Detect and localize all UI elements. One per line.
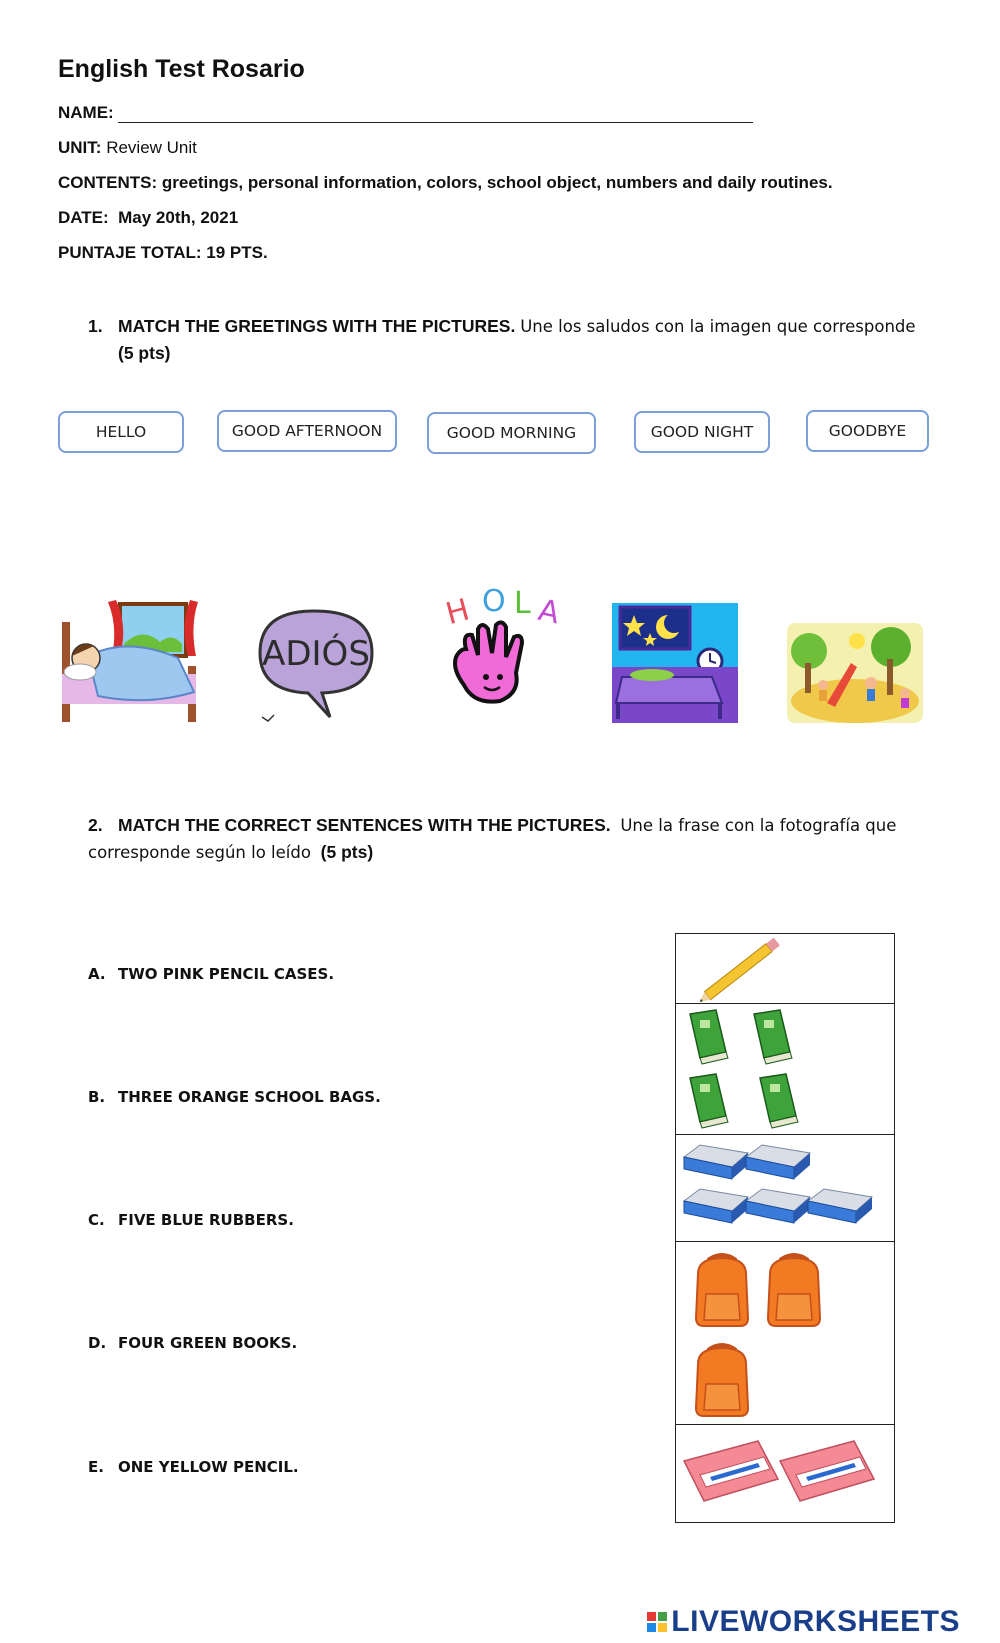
- worksheet-title: English Test Rosario: [58, 55, 305, 83]
- green-book-icon: [690, 1074, 728, 1128]
- q2-number: 2.: [88, 815, 103, 835]
- sentence-a: [88, 965, 334, 983]
- logo-squares-icon: [647, 1612, 667, 1632]
- unit-line: [58, 138, 197, 158]
- sentence-c: [88, 1211, 294, 1229]
- pink-pencil-cases-picture: [682, 1429, 882, 1513]
- sentence-b-letter: B.: [88, 1088, 106, 1106]
- sentence-a-letter: A.: [88, 965, 106, 983]
- sleeping-child-picture: [58, 596, 198, 726]
- contents-label: CONTENTS:: [58, 173, 158, 192]
- greeting-box-good-afternoon[interactable]: GOOD AFTERNOON: [217, 410, 397, 452]
- sentence-b: [88, 1088, 381, 1106]
- unit-value: Review Unit: [106, 138, 197, 157]
- grid-cell-pencil-cases[interactable]: [676, 1425, 894, 1521]
- hola-letter-a: A: [535, 592, 563, 632]
- sentence-d-text: FOUR GREEN BOOKS.: [118, 1334, 298, 1352]
- name-line: [58, 103, 753, 123]
- contents-line: [58, 173, 833, 193]
- orange-bag-icon: [768, 1255, 820, 1326]
- q2-instruction: Une la frase con la fotografía que corresponde según lo leído: [88, 816, 897, 862]
- pink-pencil-case-icon: [684, 1441, 778, 1501]
- question-2: [88, 812, 948, 866]
- brand-text: LIVEWORKSHEETS: [671, 1605, 960, 1638]
- blue-rubbers-picture: [682, 1139, 877, 1239]
- sentence-c-text: FIVE BLUE RUBBERS.: [118, 1211, 294, 1229]
- adios-speech-bubble-picture: [252, 605, 382, 723]
- question-1: [88, 313, 948, 367]
- greeting-box-goodbye[interactable]: GOODBYE: [806, 410, 929, 452]
- q2-points: (5 pts): [320, 842, 374, 862]
- orange-bag-icon: [696, 1255, 748, 1326]
- sentence-e-letter: E.: [88, 1458, 104, 1476]
- sentence-e: [88, 1458, 299, 1476]
- date-label: DATE:: [58, 208, 109, 227]
- pink-pencil-case-icon: [780, 1441, 874, 1501]
- score-label: PUNTAJE TOTAL:: [58, 243, 202, 262]
- score-line: [58, 243, 268, 263]
- blue-rubber-icon: [684, 1145, 748, 1179]
- orange-bag-icon: [696, 1345, 748, 1416]
- pictures-grid: [675, 933, 895, 1523]
- date-value: May 20th, 2021: [118, 208, 239, 227]
- greeting-box-good-night[interactable]: GOOD NIGHT: [634, 411, 770, 453]
- logo-square-blue: [647, 1623, 656, 1632]
- sentence-d: [88, 1334, 297, 1352]
- contents-value: greetings, personal information, colors, school object, numbers and daily routines.: [161, 173, 833, 192]
- night-bedroom-picture: [612, 603, 738, 723]
- liveworksheets-logo: [647, 1605, 960, 1639]
- unit-label: UNIT:: [58, 138, 102, 157]
- score-value: 19 PTS.: [206, 243, 268, 262]
- green-book-icon: [690, 1010, 728, 1064]
- name-blank: [118, 106, 753, 123]
- grid-cell-books[interactable]: [676, 1004, 894, 1135]
- grid-cell-bags[interactable]: [676, 1242, 894, 1425]
- green-books-picture: [682, 1006, 812, 1134]
- yellow-pencil-picture: [688, 934, 798, 1002]
- hola-letter-l: L: [514, 586, 531, 621]
- sentence-a-text: TWO PINK PENCIL CASES.: [118, 965, 335, 983]
- blue-rubber-icon: [746, 1189, 810, 1223]
- blue-rubber-icon: [684, 1189, 748, 1223]
- sentence-c-letter: C.: [88, 1211, 105, 1229]
- orange-school-bags-picture: [690, 1246, 840, 1422]
- hola-waving-hand-picture: [442, 585, 567, 710]
- q1-points: (5 pts): [118, 343, 171, 363]
- park-playground-picture: [787, 623, 923, 723]
- sentence-d-letter: D.: [88, 1334, 107, 1352]
- logo-square-red: [647, 1612, 656, 1621]
- hola-letter-o: O: [482, 585, 506, 619]
- greeting-box-hello[interactable]: HELLO: [58, 411, 184, 453]
- grid-cell-rubbers[interactable]: [676, 1135, 894, 1242]
- hola-letter-h: H: [442, 592, 474, 633]
- grid-cell-pencil[interactable]: [676, 934, 894, 1004]
- date-line: [58, 208, 238, 228]
- q1-number: 1.: [88, 316, 103, 336]
- green-book-icon: [760, 1074, 798, 1128]
- q2-title: MATCH THE CORRECT SENTENCES WITH THE PICTURES.: [118, 815, 611, 835]
- name-label: NAME:: [58, 103, 114, 122]
- q1-title: MATCH THE GREETINGS WITH THE PICTURES.: [118, 316, 516, 336]
- blue-rubber-icon: [808, 1189, 872, 1223]
- logo-square-green: [658, 1612, 667, 1621]
- sentence-e-text: ONE YELLOW PENCIL.: [118, 1458, 299, 1476]
- sentence-b-text: THREE ORANGE SCHOOL BAGS.: [118, 1088, 381, 1106]
- adios-text: ADIÓS: [262, 634, 370, 674]
- greeting-box-good-morning[interactable]: GOOD MORNING: [427, 412, 596, 454]
- blue-rubber-icon: [746, 1145, 810, 1179]
- q1-instruction: Une los saludos con la imagen que corresponde: [520, 317, 916, 336]
- green-book-icon: [754, 1010, 792, 1064]
- logo-square-yellow: [658, 1623, 667, 1632]
